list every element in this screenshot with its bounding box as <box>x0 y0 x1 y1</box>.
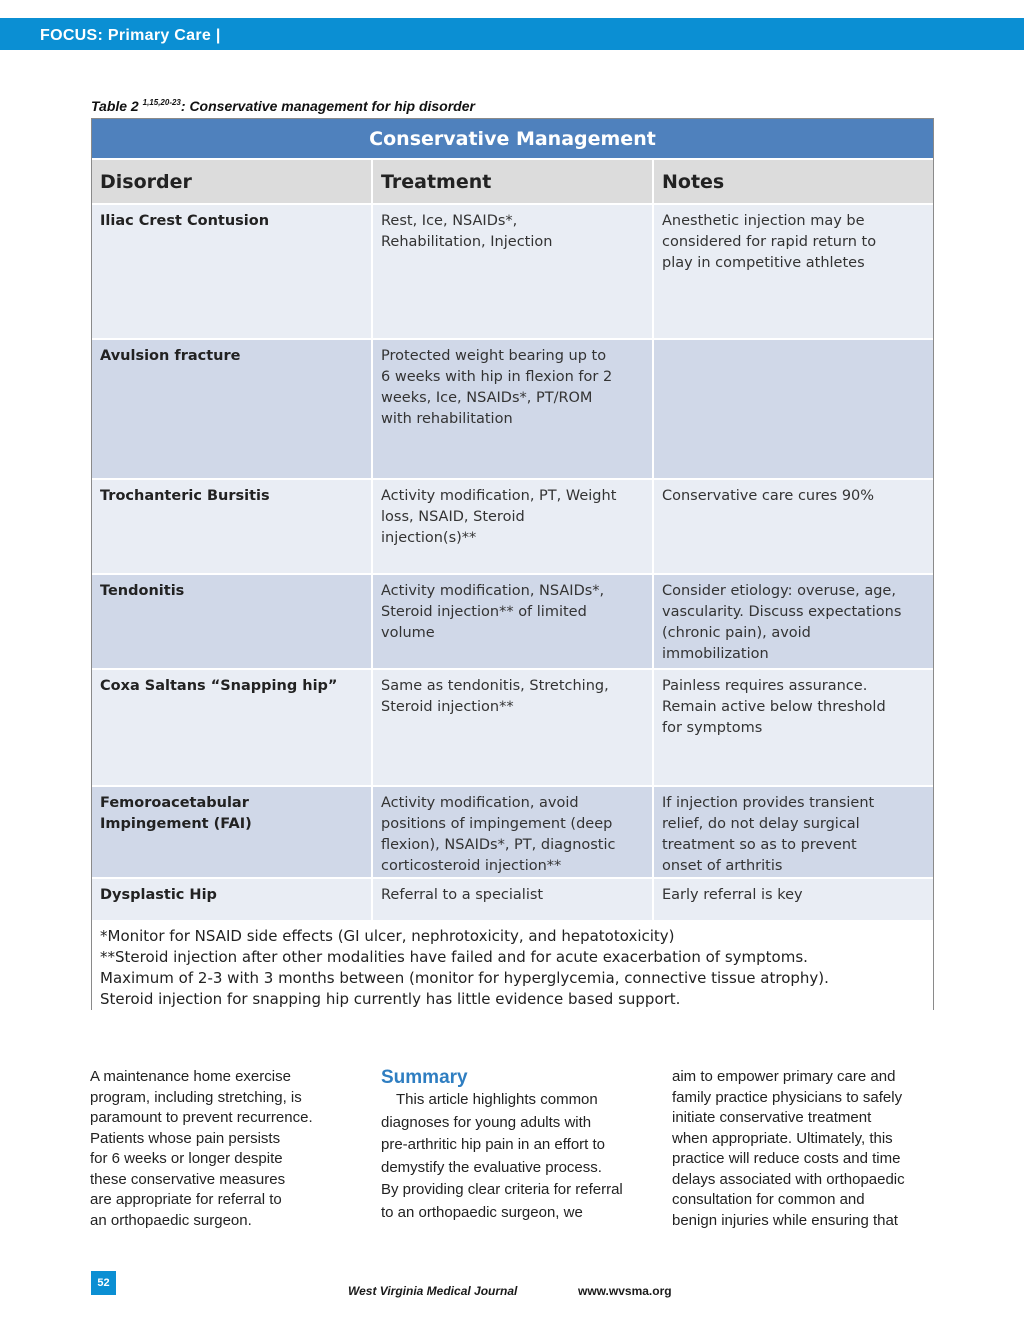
section-header-text: FOCUS: Primary Care | <box>40 27 221 44</box>
table-cell-notes <box>653 204 933 339</box>
cell-line: Dysplastic Hip <box>100 887 217 903</box>
cell-line: If injection provides transient <box>662 795 875 811</box>
table-cell-disorder <box>92 479 372 574</box>
body-line: delays associated with orthopaedic <box>672 1170 905 1188</box>
cell-line: Rehabilitation, Injection <box>381 234 553 250</box>
table-cell-notes <box>653 339 933 479</box>
cell-line: Consider etiology: overuse, age, <box>662 583 896 599</box>
body-line: are appropriate for referral to <box>90 1191 282 1208</box>
footer-journal-name: West Virginia Medical Journal <box>348 1284 518 1298</box>
cell-line: Tendonitis <box>100 583 185 599</box>
cell-line: Painless requires assurance. <box>662 678 868 694</box>
footer-url: www.wvsma.org <box>578 1284 672 1298</box>
body-line: By providing clear criteria for referral <box>381 1181 623 1198</box>
cell-line: Femoroacetabular <box>100 795 249 811</box>
cell-line: loss, NSAID, Steroid <box>381 509 525 525</box>
cell-line: for symptoms <box>662 720 763 736</box>
footnote-line: *Monitor for NSAID side effects (GI ulcer, nephrotoxicity, and hepatotoxicity) <box>100 927 675 945</box>
cell-line: Trochanteric Bursitis <box>100 488 270 504</box>
body-line: Patients whose pain persists <box>90 1129 281 1147</box>
cell-line: considered for rapid return to <box>662 234 877 250</box>
cell-line: Protected weight bearing up to <box>381 348 607 364</box>
table-cell-treatment <box>372 339 653 479</box>
footnote-line: Steroid injection for snapping hip currently has little evidence based support. <box>100 990 681 1008</box>
table-header-row <box>92 159 933 204</box>
table-cell-treatment <box>372 878 653 920</box>
body-line: A maintenance home exercise <box>90 1068 291 1085</box>
table-cell-disorder <box>92 574 372 669</box>
cell-line: Avulsion fracture <box>100 348 241 364</box>
body-line: pre-arthritic hip pain in an effort to <box>381 1136 606 1153</box>
column-header-disorder: Disorder <box>92 159 372 204</box>
table-row <box>92 479 933 574</box>
body-line: initiate conservative treatment <box>672 1109 872 1126</box>
table-footnotes <box>92 920 933 1013</box>
table-cell-notes <box>653 479 933 574</box>
cell-line: Steroid injection** of limited <box>381 604 587 620</box>
table-cell-treatment <box>372 786 653 878</box>
cell-line: corticosteroid injection** <box>381 858 562 874</box>
cell-line: Coxa Saltans “Snapping hip” <box>100 678 338 694</box>
cell-line: Iliac Crest Contusion <box>100 213 270 229</box>
cell-line: volume <box>381 625 435 641</box>
column-header-notes: Notes <box>653 159 933 204</box>
cell-line: Activity modification, PT, Weight <box>381 488 617 504</box>
body-line: to an orthopaedic surgeon, we <box>381 1203 583 1221</box>
cell-line: Anesthetic injection may be <box>662 213 865 229</box>
body-line: consultation for common and <box>672 1191 865 1208</box>
cell-line: play in competitive athletes <box>662 255 865 271</box>
cell-line: relief, do not delay surgical <box>662 816 860 832</box>
cell-line: Conservative care cures 90% <box>662 488 875 504</box>
cell-line: 6 weeks with hip in flexion for 2 <box>381 369 613 385</box>
body-column-2 <box>381 1067 656 1224</box>
body-line: demystify the evaluative process. <box>381 1158 602 1176</box>
cell-line: Impingement (FAI) <box>100 816 252 832</box>
table-cell-notes <box>653 574 933 669</box>
column-header-treatment: Treatment <box>372 159 653 204</box>
table-title-row <box>92 119 933 159</box>
table-row <box>92 204 933 339</box>
cell-line: Referral to a specialist <box>381 887 544 903</box>
table-cell-notes <box>653 669 933 786</box>
table-cell-disorder <box>92 669 372 786</box>
table-cell-treatment <box>372 479 653 574</box>
body-line: when appropriate. Ultimately, this <box>672 1129 893 1147</box>
cell-line: Early referral is key <box>662 887 803 903</box>
cell-line: flexion), NSAIDs*, PT, diagnostic <box>381 837 616 853</box>
caption-prefix: Table 2 <box>91 98 143 114</box>
table-cell-notes <box>653 786 933 878</box>
table-cell-treatment <box>372 574 653 669</box>
table-row <box>92 339 933 479</box>
table-row <box>92 878 933 920</box>
body-line: paramount to prevent recurrence. <box>90 1109 313 1126</box>
table-cell-disorder <box>92 786 372 878</box>
column-3-text <box>672 1067 942 1231</box>
footnote-line: Maximum of 2-3 with 3 months between (monitor for hyperglycemia, connective tissue atrophy). <box>100 969 829 987</box>
cell-line: Activity modification, avoid <box>381 795 579 811</box>
body-line: for 6 weeks or longer despite <box>90 1150 283 1167</box>
body-line: practice will reduce costs and time <box>672 1150 901 1167</box>
column-1-text <box>90 1067 360 1231</box>
caption-title: : Conservative management for hip disorder <box>180 98 475 114</box>
table-cell-disorder <box>92 878 372 920</box>
table-cell-treatment <box>372 669 653 786</box>
cell-line: Same as tendonitis, Stretching, <box>381 678 609 694</box>
body-line: these conservative measures <box>90 1170 286 1188</box>
body-column-3 <box>672 1067 942 1231</box>
body-line: family practice physicians to safely <box>672 1088 903 1106</box>
conservative-management-table <box>91 118 934 1010</box>
body-line: This article highlights common <box>396 1091 598 1108</box>
cell-line: immobilization <box>662 646 769 662</box>
cell-line: weeks, Ice, NSAIDs*, PT/ROM <box>381 390 593 406</box>
cell-line: injection(s)** <box>381 530 477 546</box>
cell-line: with rehabilitation <box>381 411 513 427</box>
cell-line: (chronic pain), avoid <box>662 625 811 641</box>
cell-line: treatment so as to prevent <box>662 837 857 853</box>
table-row <box>92 786 933 878</box>
summary-heading: Summary <box>381 1067 468 1088</box>
table-row <box>92 669 933 786</box>
table-row <box>92 574 933 669</box>
body-line: aim to empower primary care and <box>672 1068 896 1085</box>
table-cell-notes <box>653 878 933 920</box>
body-column-1 <box>90 1067 360 1231</box>
cell-line: positions of impingement (deep <box>381 816 613 832</box>
table-cell-disorder <box>92 204 372 339</box>
cell-line: onset of arthritis <box>662 858 783 874</box>
cell-line: Remain active below threshold <box>662 699 886 715</box>
body-line: program, including stretching, is <box>90 1088 302 1106</box>
page-number: 52 <box>91 1271 116 1295</box>
caption-refs: 1,15,20-23 <box>142 98 181 107</box>
cell-line: vascularity. Discuss expectations <box>662 604 902 620</box>
table-cell-treatment <box>372 204 653 339</box>
section-header <box>0 18 1024 50</box>
cell-line: Steroid injection** <box>381 699 514 715</box>
table-title: Conservative Management <box>92 119 933 159</box>
management-table <box>92 119 933 1013</box>
body-line: benign injuries while ensuring that <box>672 1211 898 1229</box>
body-line: diagnoses for young adults with <box>381 1113 592 1131</box>
cell-line: Activity modification, NSAIDs*, <box>381 583 605 599</box>
body-line: an orthopaedic surgeon. <box>90 1211 252 1229</box>
column-2-text <box>381 1089 656 1224</box>
cell-line: Rest, Ice, NSAIDs*, <box>381 213 518 229</box>
table-cell-disorder <box>92 339 372 479</box>
table-footnotes-row <box>92 920 933 1013</box>
footnote-line: **Steroid injection after other modalities have failed and for acute exacerbation of symptoms. <box>100 948 808 966</box>
table-caption <box>91 98 475 114</box>
